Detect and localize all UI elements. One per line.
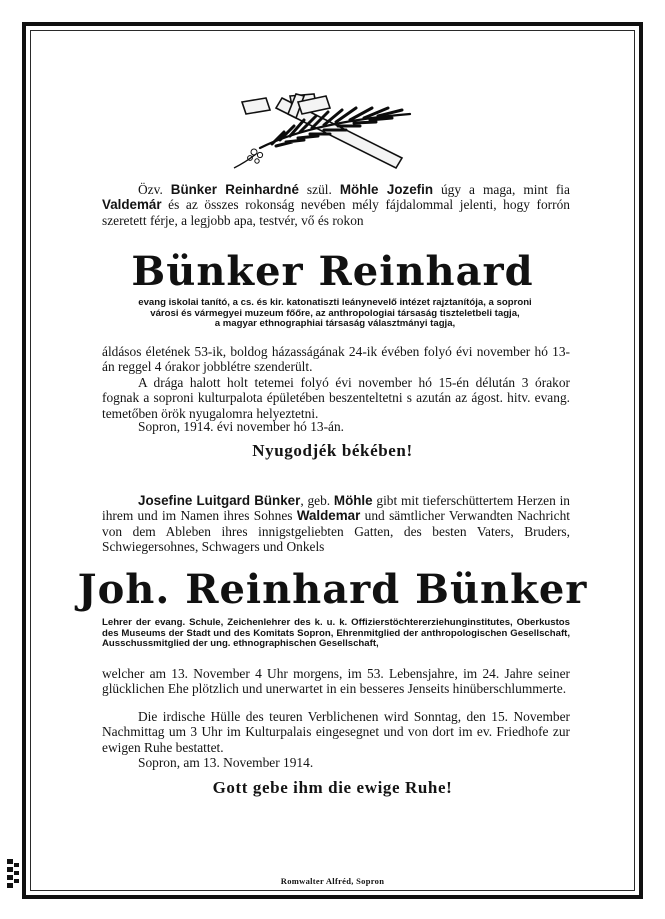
- widow-name: Bünker Reinhardné: [170, 182, 299, 197]
- deceased-name-german: Joh. Reinhard Bünker: [77, 566, 588, 613]
- son-name: Waldemar: [296, 508, 361, 524]
- cross-with-palm-frond-icon: [232, 92, 412, 172]
- funeral-text: A drága halott holt tetemei folyó évi november hó 15-én délután 3 órakor fognak a soproni kulturpalota épületében beszenteltetni s azután az ágost. hitv. evang. temetőben örök nyugalomra helyeztetni.: [102, 375, 570, 421]
- title-line: evang iskolai tanító, a cs. és kir. katonatiszti leánynevelő intézet rajztanítója, a soproni: [138, 297, 532, 308]
- intro-text: Özv.: [138, 182, 171, 197]
- place-date-hungarian: [102, 419, 570, 434]
- hungarian-intro: [102, 182, 570, 228]
- death-text: áldásos életének 53-ik, boldog házasságának 24-ik évében folyó évi november hó 13-án reggel 4 órakor jobblétre szenderült.: [102, 344, 570, 375]
- funeral-text: Die irdische Hülle des teuren Verblichenen wird Sonntag, den 15. November Nachmittag um 3 Uhr im Kulturpalais eingesegnet und von dort im ev. Friedhofe zur ewigen Ruhe bestattet.: [102, 709, 570, 755]
- son-name: Valdemár: [102, 197, 162, 213]
- place-date-text: Sopron, 1914. évi november hó 13-án.: [138, 419, 345, 434]
- closing-blessing-german: Gott gebe ihm die ewige Ruhe!: [212, 778, 453, 797]
- title-line: a magyar ethnographiai társaság választmányi tagja,: [214, 318, 456, 330]
- closing-blessing-hungarian: Nyugodjék békében!: [252, 441, 413, 460]
- death-text: welcher am 13. November 4 Uhr morgens, im 53. Lebensjahre, im 24. Jahre seiner glücklichen Ehe plötzlich und unerwartet in ein besseres Jenseits hinüberschlummerte.: [102, 666, 570, 697]
- funeral-notice-hungarian: [102, 375, 570, 421]
- place-date-german: [102, 755, 570, 770]
- title-line: városi és vármegyei muzeum főőre, az anthropologiai társaság tiszteletbeli tagja,: [150, 307, 520, 319]
- intro-text: szül.: [298, 182, 340, 197]
- funeral-notice-german: [102, 709, 570, 755]
- intro-text: und sämtlicher Verwandten Nachricht von dem Ableben ihres innigstgeliebten Gatten, des besten Vaters, Bruders, Schwiegersohnes, Schwagers und Onkels: [102, 508, 570, 554]
- place-date-text: Sopron, am 13. November 1914.: [138, 755, 314, 770]
- intro-text: gibt mit tieferschüttertem Herzen in ihrem und im Namen ihres Sohnes: [102, 493, 570, 524]
- deceased-titles-hungarian: [96, 298, 574, 330]
- archive-stamp-icon: [6, 858, 20, 892]
- maiden-name: Möhle Jozefin: [339, 182, 433, 197]
- printer-imprint: Romwalter Alfréd, Sopron: [280, 876, 385, 886]
- death-notice-hungarian: [102, 344, 570, 375]
- deceased-titles-german: Lehrer der evang. Schule, Zeichenlehrer des k. u. k. Offizierstöchtererziehunginstitutes, Oberkustos des Museums der Stadt und des Komitats Sopron, Ehrenmitglied der anthropologischen Gesellschaft, Ausschussmitglied der ung. ethnographischen Gesellschaft,: [102, 617, 570, 650]
- death-notice-german: [102, 666, 570, 697]
- maiden-name: Möhle: [333, 493, 373, 508]
- intro-text: és az összes rokonság nevében mély fájdalommal jelenti, hogy forrón szeretett férje, a legjobb apa, testvér, vő és rokon: [102, 197, 570, 228]
- deceased-name-hungarian: Bünker Reinhard: [131, 248, 534, 295]
- german-intro: [102, 493, 570, 554]
- intro-text: , geb.: [300, 493, 334, 508]
- intro-text: úgy a maga, mint fia: [433, 182, 570, 197]
- widow-name: Josefine Luitgard Bünker: [138, 493, 301, 508]
